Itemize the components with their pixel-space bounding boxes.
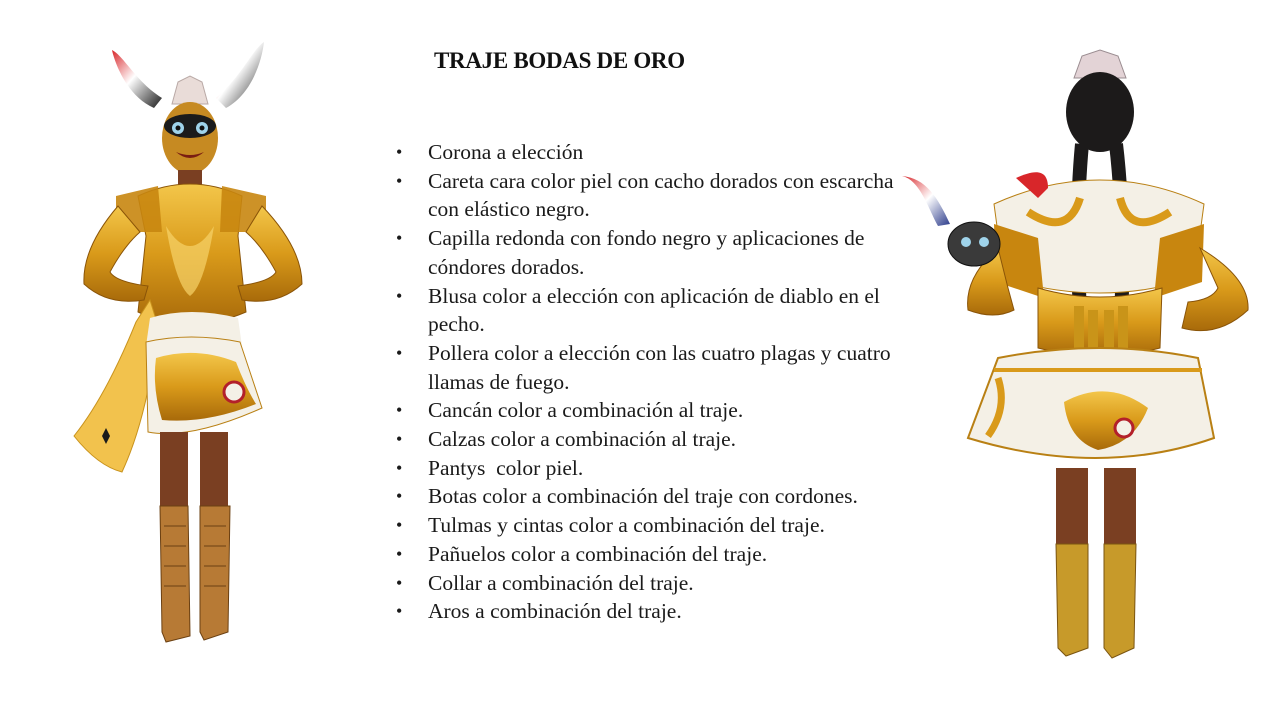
dancer-back-image <box>898 48 1258 670</box>
bullet-icon: • <box>396 486 403 507</box>
right-horn-shape <box>216 42 264 108</box>
bullet-icon: • <box>396 400 403 421</box>
bullet-icon: • <box>396 543 403 564</box>
list-item: • Blusa color a elección con aplicación de diablo en el pecho. <box>396 283 880 337</box>
costume-items-list <box>396 138 916 626</box>
bullet-icon: • <box>396 142 403 162</box>
list-item: • Pollera color a elección con las cuatro plagas y cuatro llamas de fuego. <box>396 340 891 394</box>
list-item: • Corona a elección <box>396 138 916 167</box>
list-item: • Cancán color a combinación al traje. <box>396 396 916 425</box>
bullet-icon: • <box>396 228 403 249</box>
bullet-icon: • <box>396 572 403 593</box>
list-item: • Aros a combinación del traje. <box>396 597 916 626</box>
list-item: • Capilla redonda con fondo negro y aplicaciones de cóndores dorados. <box>396 226 865 279</box>
bullet-icon: • <box>396 515 403 536</box>
bullet-icon: • <box>396 285 403 306</box>
list-item: • Pañuelos color a combinación del traje. <box>396 540 916 569</box>
list-item: • Botas color a combinación del traje con cordones. <box>396 482 916 511</box>
bullet-icon: • <box>396 601 403 622</box>
bullet-icon: • <box>396 342 403 363</box>
crown-shape <box>172 76 208 104</box>
bullet-icon: • <box>396 429 403 450</box>
list-item: • Calzas color a combinación al traje. <box>396 425 916 454</box>
slide-title: TRAJE BODAS DE ORO <box>434 48 685 73</box>
list-item: • Pantys color piel. <box>396 454 916 483</box>
dancer-front-image <box>66 36 326 656</box>
bullet-icon: • <box>396 170 403 191</box>
left-horn-shape <box>112 50 162 108</box>
list-item: • Careta cara color piel con cacho dorados con escarcha con elástico negro. <box>396 168 894 222</box>
list-item: • Collar a combinación del traje. <box>396 569 916 598</box>
list-item: • Tulmas y cintas color a combinación del traje. <box>396 511 916 540</box>
bullet-icon: • <box>396 457 403 478</box>
